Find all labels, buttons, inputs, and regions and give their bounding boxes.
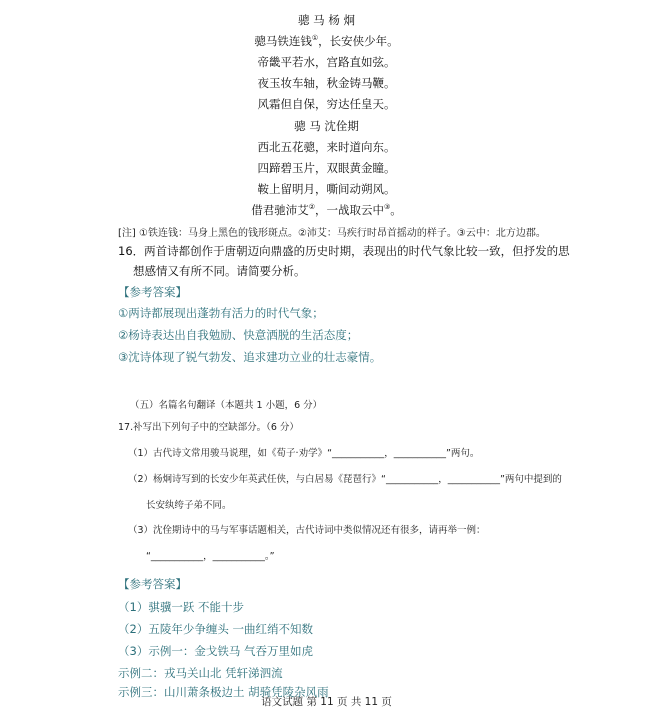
answer-17-example-3: 示例三：山川萧条极边土 胡骑凭陵杂风雨: [118, 685, 329, 699]
poem2-line-4a: 借君驰沛艾: [251, 203, 309, 217]
poem1-line-1b: ，长安侠少年。: [318, 34, 399, 48]
poem2-line-2: 四蹄碧玉片，双眼黄金瞳。: [257, 161, 396, 175]
question-17-part-1: （1）古代诗文常用骏马说理，如《荀子·劝学》“___________，___________”两句。: [128, 448, 480, 459]
poem2-line-3: 鞍上留明月，嘶间动朔风。: [257, 182, 396, 196]
poem2-line-4: [0, 202, 653, 218]
answer-17-item-2: （2）五陵年少争缠头 一曲红绡不知数: [118, 622, 313, 636]
question-17-stem: 17.补写出下列句子中的空缺部分。（6 分）: [118, 422, 299, 433]
poem1-line-2: 帝畿平若水，宫路直如弦。: [257, 55, 396, 69]
answer-16-item-1: ①两诗都展现出蓬勃有活力的时代气象；: [118, 306, 324, 320]
poem1-line-1a: 骢马铁连钱: [254, 34, 312, 48]
answer-17-item-1: （1）骐骥一跃 不能十步: [118, 600, 244, 614]
answer-heading-16: 【参考答案】: [118, 285, 187, 299]
poem-annotation: [注] ①铁连钱：马身上黑色的钱形斑点。②沛艾：马疾行时昂首摇动的样子。③云中：北方边郡。: [118, 228, 546, 239]
poem1-line-4: 风霜但自保，穷达任皇天。: [257, 97, 396, 111]
footnote-marker-1: ①: [311, 34, 319, 43]
footnote-marker-3: ③: [384, 203, 391, 212]
poem1-line-1: [0, 33, 653, 49]
page-footer: 语文试题 第 11 页 共 11 页: [261, 696, 392, 708]
question-17-part-2b: 长安纨绔子弟不同。: [146, 500, 232, 511]
poem2-line-4c: 。: [390, 203, 402, 217]
question-16-line-1: 16．两首诗都创作于唐朝迈向鼎盛的历史时期，表现出的时代气象比较一致，但抒发的思: [118, 244, 570, 258]
question-17-part-3: （3）沈佺期诗中的马与军事话题相关，古代诗词中类似情况还有很多，请再举一例：: [128, 525, 486, 536]
question-16-line-2: 想感情又有所不同。请简要分析。: [133, 264, 306, 278]
answer-17-example-2: 示例二：戎马关山北 凭轩涕泗流: [118, 666, 283, 680]
answer-heading-17: 【参考答案】: [118, 577, 187, 591]
answer-17-item-3: （3）示例一：金戈铁马 气吞万里如虎: [118, 644, 313, 658]
poem1-line-3: 夜玉妆车轴，秋金铸马鞭。: [257, 76, 396, 90]
question-17-part-2a: （2）杨炯诗写到的长安少年英武任侠，与白居易《琵琶行》“___________，___________”两句中提到的: [128, 474, 562, 485]
answer-16-item-3: ③沈诗体现了锐气勃发、追求建功立业的壮志豪情。: [118, 350, 382, 364]
footnote-marker-2: ②: [308, 203, 315, 212]
answer-16-item-2: ②杨诗表达出自我勉励、快意洒脱的生活态度；: [118, 328, 359, 342]
poem2-title: 骢 马 沈佺期: [294, 119, 359, 133]
section-5-heading: （五）名篇名句翻译（本题共 1 小题，6 分）: [130, 400, 323, 411]
poem2-line-1: 西北五花骢，来时道向东。: [257, 140, 396, 154]
poem1-title: 骢 马 杨 炯: [298, 13, 355, 27]
question-17-part-3-blank: “___________，___________。”: [146, 551, 275, 562]
poem2-line-4b: ，一战取云中: [315, 203, 384, 217]
